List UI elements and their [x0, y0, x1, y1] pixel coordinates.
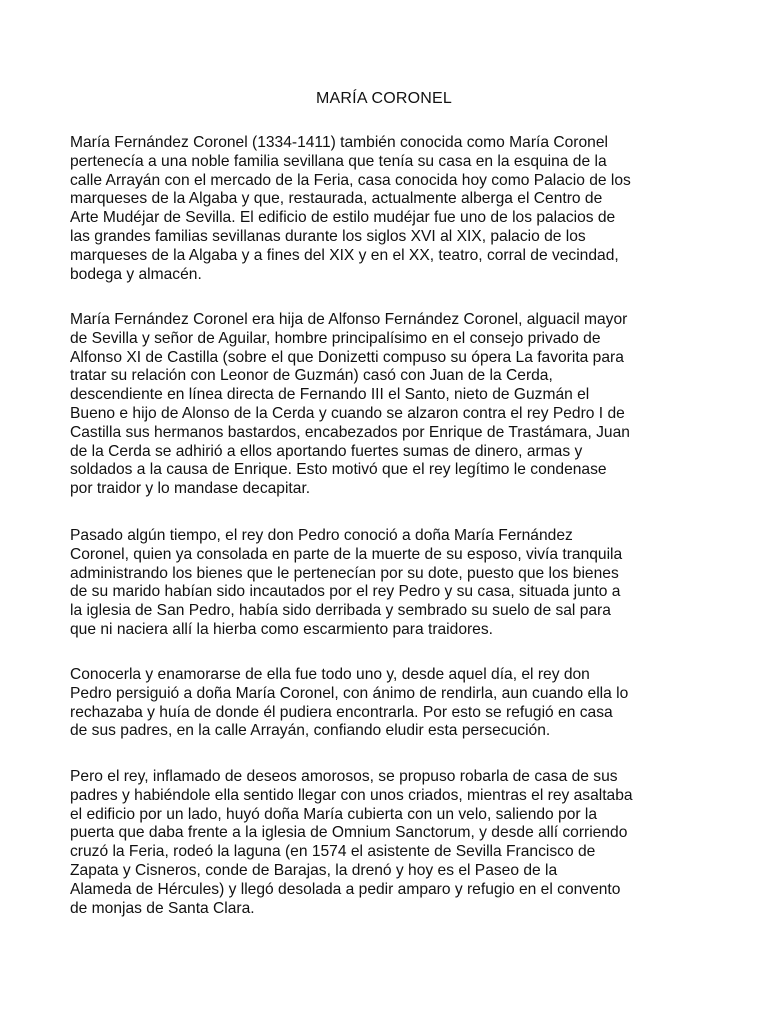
paragraph-1 [70, 134, 710, 284]
paragraph-line: de monjas de Santa Clara. [70, 899, 255, 917]
paragraph-line: calle Arrayán con el mercado de la Feria, casa conocida hoy como Palacio de los [70, 171, 631, 189]
paragraph-line: el edificio por un lado, huyó doña María cubierta con un velo, saliendo por la [70, 805, 598, 823]
paragraph-line: de la Cerda se adhirió a ellos aportando fuertes sumas de dinero, armas y [70, 442, 583, 460]
paragraph-line: María Fernández Coronel era hija de Alfonso Fernández Coronel, alguacil mayor [70, 311, 628, 328]
document-title: MARÍA CORONEL [316, 90, 452, 107]
paragraph-line: puerta que daba frente a la iglesia de Omnium Sanctorum, y desde allí corriendo [70, 824, 628, 842]
paragraph-line: Zapata y Cisneros, conde de Barajas, la drenó y hoy es el Paseo de la [70, 861, 558, 879]
paragraph-line: rechazaba y huía de donde él pudiera encontrarla. Por esto se refugió en casa [70, 703, 613, 721]
paragraph-line: Pero el rey, inflamado de deseos amorosos, se propuso robarla de casa de sus [70, 768, 618, 785]
paragraph-line: Pedro persiguió a doña María Coronel, con ánimo de rendirla, aun cuando ella lo [70, 684, 629, 702]
paragraph-2 [70, 311, 710, 499]
paragraph-line: pertenecía a una noble familia sevillana que tenía su casa en la esquina de la [70, 152, 607, 170]
paragraph-5 [70, 768, 710, 918]
paragraph-line: por traidor y lo mandase decapitar. [70, 480, 311, 498]
paragraph-line: Arte Mudéjar de Sevilla. El edificio de estilo mudéjar fue uno de los palacios de [70, 209, 616, 227]
paragraph-line: Conocerla y enamorarse de ella fue todo uno y, desde aquel día, el rey don [70, 666, 590, 683]
paragraph-line: de su marido habían sido incautados por el rey Pedro y su casa, situada junto a [70, 583, 621, 601]
paragraph-line: Alameda de Hércules) y llegó desolada a pedir amparo y refugio en el convento [70, 880, 621, 898]
paragraph-line: cruzó la Feria, rodeó la laguna (en 1574 el asistente de Sevilla Francisco de [70, 843, 596, 861]
paragraph-line: Castilla sus hermanos bastardos, encabezados por Enrique de Trastámara, Juan [70, 423, 630, 441]
paragraph-line: Coronel, quien ya consolada en parte de la muerte de su esposo, vivía tranquila [70, 545, 623, 563]
paragraph-line: tratar su relación con Leonor de Guzmán) casó con Juan de la Cerda, [70, 367, 553, 385]
paragraph-3 [70, 527, 710, 640]
paragraph-4 [70, 666, 710, 741]
paragraph-line: marqueses de la Algaba y a fines del XIX y en el XX, teatro, corral de vecindad, [70, 246, 619, 264]
paragraph-line: Bueno e hijo de Alonso de la Cerda y cuando se alzaron contra el rey Pedro I de [70, 404, 625, 422]
paragraph-line: María Fernández Coronel (1334-1411) también conocida como María Coronel [70, 134, 608, 151]
paragraph-line: la iglesia de San Pedro, había sido derribada y sembrado su suelo de sal para [70, 602, 611, 620]
paragraph-line: soldados a la causa de Enrique. Esto motivó que el rey legítimo le condenase [70, 461, 607, 479]
paragraph-line: padres y habiéndole ella sentido llegar con unos criados, mientras el rey asaltaba [70, 786, 633, 804]
paragraph-line: administrando los bienes que le pertenecían por su dote, puesto que los bienes [70, 564, 619, 582]
paragraph-line: descendiente en línea directa de Fernando III el Santo, nieto de Guzmán el [70, 386, 590, 404]
paragraph-line: de sus padres, en la calle Arrayán, confiando eludir esta persecución. [70, 722, 551, 740]
paragraph-line: Pasado algún tiempo, el rey don Pedro conoció a doña María Fernández [70, 527, 573, 544]
paragraph-line: que ni naciera allí la hierba como escarmiento para traidores. [70, 620, 493, 638]
paragraph-line: bodega y almacén. [70, 265, 202, 283]
paragraph-line: de Sevilla y señor de Aguilar, hombre principalísimo en el consejo privado de [70, 329, 601, 347]
paragraph-line: las grandes familias sevillanas durante los siglos XVI al XIX, palacio de los [70, 227, 586, 245]
paragraph-line: Alfonso XI de Castilla (sobre el que Donizetti compuso su ópera La favorita para [70, 348, 624, 366]
paragraph-line: marqueses de la Algaba y que, restaurada, actualmente alberga el Centro de [70, 190, 603, 208]
